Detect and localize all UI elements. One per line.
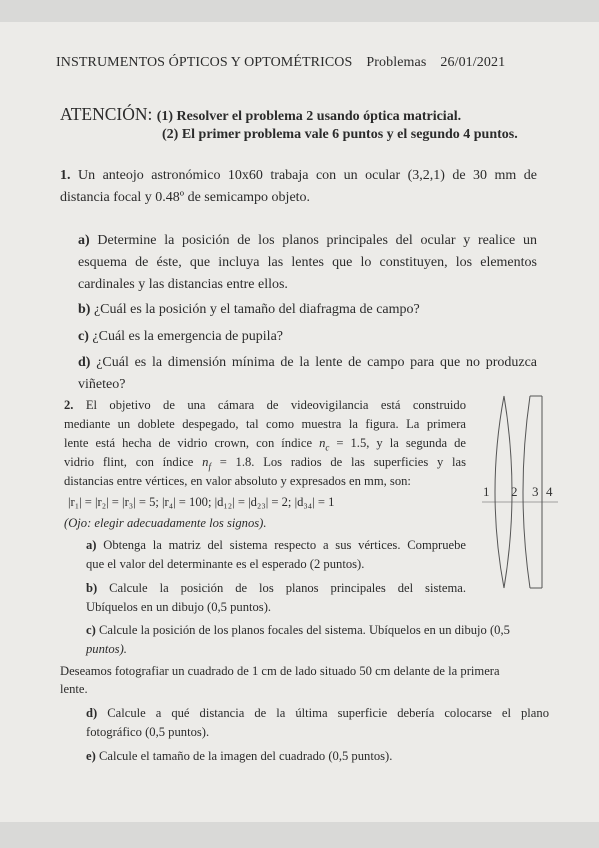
problem-2a-line-1 [86,538,466,553]
problem-2e [86,749,392,764]
attention-note-1: (1) Resolver el problema 2 usando óptica matricial. [156,109,462,124]
problem-1-line-1 [60,168,537,184]
problem-2c-label: c) [86,623,96,637]
surface-label-2: 2 [511,484,518,499]
problem-2e-label: e) [86,749,96,763]
problem-2-intro-2: lente. [60,682,88,696]
problem-1a-text-1: Determine la posición de los planos principales del ocular y realice un [97,233,537,248]
problem-1b-label: b) [78,302,91,317]
problem-2-note: (Ojo: elegir adecuadamente los signos). [64,516,267,530]
flint-sub: f [208,461,211,472]
course-title: INSTRUMENTOS ÓPTICOS Y OPTOMÉTRICOS [56,55,353,70]
problem-2-values: |r₁| = |r₂| = |r₃| = 5; |r₄| = 100; |d₁₂| = |d₂₃| = 2; |d₃₄| = 1 [68,495,335,509]
problem-2e-text: Calcule el tamaño de la imagen del cuadrado (0,5 puntos). [98,749,393,763]
problem-1a-text-3: cardinales y las distancias entre ellos. [78,277,288,292]
attention-label: ATENCIÓN: [60,104,153,124]
surface-label-3: 3 [532,484,539,499]
problem-2-intro-1: Deseamos fotografiar un cuadrado de 1 cm de lado situado 50 cm delante de la primera [60,664,500,678]
problem-2-text-3a: lente está hecha de vidrio crown, con índice [64,436,313,450]
problem-2-text-3b: = 1.5, y la segunda de [336,436,466,450]
exam-header [56,55,505,71]
attention-line-1 [60,104,461,125]
problem-2d-label: d) [86,706,98,720]
lens-1-surface-1 [495,396,504,588]
problem-1d-text-1: ¿Cuál es la dimensión mínima de la lente de campo para que no produzca [96,355,538,370]
problem-1d-label: d) [78,355,91,370]
problem-1-number: 1. [60,168,71,183]
problem-2b-label: b) [86,581,98,595]
attention-note-2: (2) El primer problema vale 6 puntos y el segundo 4 puntos. [162,127,518,142]
problem-2b-text-2: Ubíquelos en un dibujo (0,5 puntos). [86,600,272,614]
problem-2-line-4 [64,455,466,472]
exam-kind: Problemas [366,55,427,70]
crown-sub: c [325,442,330,453]
exam-date: 26/01/2021 [440,55,506,70]
flint-n: n [202,455,209,469]
problem-2-line-3 [64,436,466,453]
surface-label-4: 4 [546,484,553,499]
doublet-lens-figure [480,392,560,592]
problem-2-text-5: distancias entre vértices, en valor absoluto y expresados en mm, son: [64,474,411,488]
surface-label-1: 1 [483,484,490,499]
problem-2b-text-1: Calcule la posición de los planos principales del sistema. [109,581,466,595]
problem-1b [78,302,420,318]
problem-2c-line-1 [86,623,510,638]
problem-2c-text-1: Calcule la posición de los planos focales del sistema. Ubíquelos en un dibujo (0,5 [98,623,510,637]
problem-2d-text-2: fotográfico (0,5 puntos). [86,725,210,739]
problem-2a-label: a) [86,538,97,552]
crown-n: n [319,436,326,450]
problem-2-number: 2. [64,398,74,412]
problem-1c-label: c) [78,329,89,344]
problem-1-text-1: Un anteojo astronómico 10x60 trabaja con un ocular (3,2,1) de 30 mm de [77,168,537,183]
problem-1d-line-1 [78,355,537,371]
problem-2-text-4a: vidrio flint, con índice [64,455,194,469]
lens-2-surface-3 [523,396,530,588]
problem-2a-text-2: que el valor del determinante es el esperado (2 puntos). [86,557,365,571]
problem-2d-line-1 [86,706,549,721]
problem-2-text-2: mediante un doblete despegado, tal como muestra la figura. La primera [64,417,466,431]
problem-1c-text: ¿Cuál es la emergencia de pupila? [92,329,283,344]
problem-1b-text: ¿Cuál es la posición y el tamaño del diafragma de campo? [93,302,420,317]
problem-2c-text-2: puntos). [86,642,127,656]
exam-page [0,22,599,822]
problem-2-line-1 [64,398,466,413]
problem-1-text-2: distancia focal y 0.48º de semicampo objeto. [60,190,311,205]
problem-2b-line-1 [86,581,466,596]
problem-1a-text-2: esquema de éste, que incluya las lentes que lo constituyen, los elementos [78,255,537,270]
problem-1c [78,329,283,345]
problem-2d-text-1: Calcule a qué distancia de la última superficie debería colocarse el plano [107,706,549,720]
crown-index-symbol [319,436,330,453]
problem-1a-line-1 [78,233,537,249]
flint-index-symbol [202,455,211,472]
problem-2a-text-1: Obtenga la matriz del sistema respecto a sus vértices. Compruebe [103,538,467,552]
problem-1d-text-2: viñeteo? [78,377,126,392]
problem-2-text-1: El objetivo de una cámara de videovigilancia está construido [85,398,467,412]
problem-1a-label: a) [78,233,90,248]
problem-2-text-4b: = 1.8. Los radios de las superficies y las [219,455,467,469]
